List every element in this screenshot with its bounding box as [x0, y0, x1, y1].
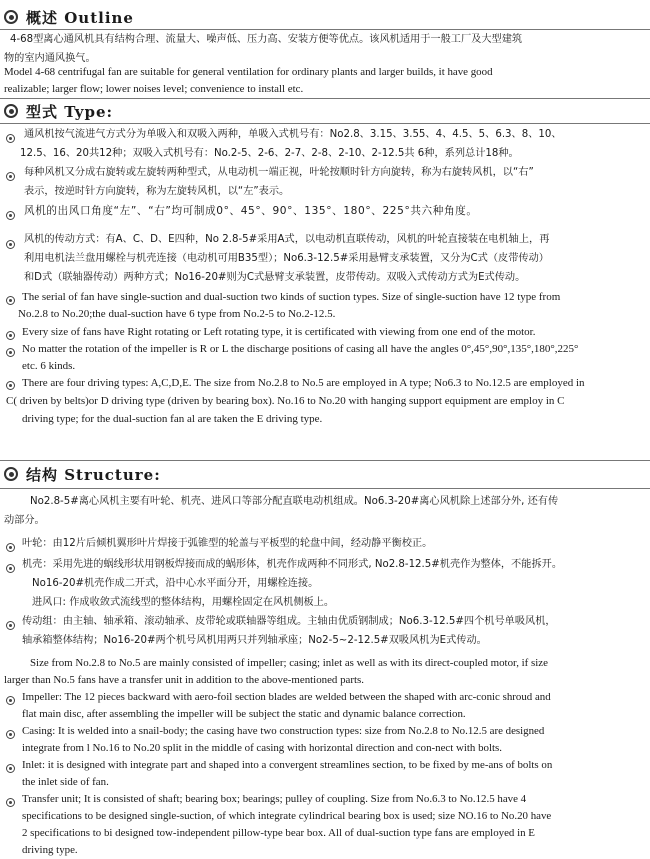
type-title: 型式 Type:	[26, 102, 114, 121]
divider	[0, 98, 650, 99]
type-cn-item	[24, 202, 478, 221]
structure-en-item	[22, 689, 551, 723]
structure-en-line: Inlet: it is designed with integrate part and shaped into a convergent streamlines section, to be fixed by me-ans of bolts on	[22, 759, 553, 771]
section-bullet-icon	[4, 467, 18, 481]
structure-title: 结构 Structure:	[26, 465, 161, 484]
divider	[0, 488, 650, 489]
type-cn-line: 利用电机法兰盘用螺栓与机壳连接（电动机可用B35型）；No6.3-12.5#采用悬臂支承装置，又分为C式（皮带传动）	[24, 253, 549, 264]
type-en-line: No matter the rotation of the impeller is R or L the discharge positions of casing all have the angles 0°,45°,90°,135°,180°,225°	[22, 343, 579, 355]
structure-en-line: driving type.	[22, 844, 78, 856]
type-cn-item	[20, 125, 562, 163]
list-bullet-icon	[6, 134, 15, 143]
list-bullet-icon	[6, 240, 15, 249]
type-en-item	[6, 374, 585, 428]
structure-en-line: Casing: It is welded into a snail-body; the casing have two construction types: size from No.2.8 to No.12.5 are designed	[22, 725, 545, 737]
list-bullet-icon	[6, 621, 15, 630]
outline-title: 概述 Outline	[26, 8, 134, 27]
list-bullet-icon	[6, 564, 15, 573]
list-bullet-icon	[6, 730, 15, 739]
structure-en-intro	[4, 655, 548, 689]
type-cn-line: 每种风机又分成右旋转或左旋转两种型式，从电动机一端正视，叶轮按顺时针方向旋转，称为右旋转风机，以“右”	[24, 167, 534, 178]
type-en-line: There are four driving types: A,C,D,E. The size from No.2.8 to No.5 are employed in A type; No6.3 to No.12.5 are employed in	[22, 377, 585, 389]
structure-en-line: Impeller: The 12 pieces backward with aero-foil section blades are welded between the shaped with arc-conic shroud and	[22, 691, 551, 703]
structure-cn-line: 机壳：采用先进的蜗线形状用钢板焊接而成的蜗形体，机壳作成两种不同形式, No2.8-12.5#机壳作为整体，不能拆开。	[22, 559, 563, 570]
type-en-item	[22, 341, 578, 375]
list-bullet-icon	[6, 172, 15, 181]
structure-en-item	[22, 757, 552, 791]
list-bullet-icon	[6, 543, 15, 552]
structure-en-line: 2 specifications to bi designed tow-independent pillow-type bear box. All of dual-suction type fans are employed in E	[22, 827, 535, 839]
structure-en-line: flat main disc, after assembling the impeller will be subject the static and dynamic balance correction.	[22, 708, 466, 720]
list-bullet-icon	[6, 696, 15, 705]
structure-header	[4, 464, 161, 484]
type-en-line: etc. 6 kinds.	[22, 360, 76, 372]
type-cn-line: 风机的出风口角度“左”、“右”均可制成0°、45°、90°、135°、180°、225°共六种角度。	[24, 205, 478, 217]
outline-cn-line: 物的室内通风换气。	[4, 53, 96, 64]
type-en-item	[18, 289, 561, 323]
outline-cn	[4, 30, 522, 68]
list-bullet-icon	[6, 211, 15, 220]
type-en-line: No.2.8 to No.20;the dual-suction have 6 type from No.2-5 to No.2-12.5.	[18, 308, 336, 320]
structure-cn-line: 进风口: 作成收敛式流线型的整体结构，用螺栓固定在风机侧板上。	[32, 597, 335, 608]
type-cn-line: 和D式（联轴器传动）两种方式；No16-20#则为C式悬臂支承装置，皮带传动。双吸入式传动方式为E式传动。	[24, 272, 526, 283]
type-cn-line: 表示，按逆时针方向旋转，称为左旋转风机，以“左”表示。	[24, 186, 290, 197]
structure-cn-line: 叶轮：由12片后倾机翼形叶片焊接于弧锥型的轮盖与平板型的轮盘中间，经动静平衡校正。	[22, 538, 433, 549]
type-cn-line: 风机的传动方式：有A、C、D、E四种，No 2.8-5#采用A式，以电动机直联传动，风机的叶轮直接装在电机轴上，再	[24, 234, 550, 245]
divider	[0, 123, 650, 124]
outline-cn-line: 4-68型离心通风机具有结构合理、流量大、噪声低、压力高、安装方便等优点。该风机适用于一般工厂及大型建筑	[10, 34, 523, 45]
section-bullet-icon	[4, 104, 18, 118]
structure-en-line: integrate from l No.16 to No.20 split in the middle of casing with horizontal direction and con-nect with bolts.	[22, 742, 502, 754]
structure-en-item	[22, 791, 551, 859]
structure-en-line: specifications to be designed single-suction, of which integrate cylindrical bearing box is used; size NO.16 to No.20 have	[22, 810, 552, 822]
outline-en-line: realizable; larger flow; lower noises level; convenience to install etc.	[4, 83, 304, 95]
structure-cn-intro	[4, 492, 558, 530]
list-bullet-icon	[6, 381, 15, 390]
outline-en	[4, 64, 493, 98]
structure-cn-line: No2.8-5#离心风机主要有叶轮、机壳、进风口等部分配直联电动机组成。No6.3-20#离心风机除上述部分外, 还有传	[30, 496, 559, 507]
structure-cn-line: No16-20#机壳作成二开式，沿中心水平面分开，用螺栓连接。	[32, 578, 319, 589]
section-bullet-icon	[4, 10, 18, 24]
type-header	[4, 101, 113, 121]
structure-cn-item	[22, 612, 556, 650]
type-en-line: C( driven by belts)or D driving type (driven by bearing box). No.16 to No.20 with hanging support equipment are employ in C	[6, 395, 565, 407]
list-bullet-icon	[6, 296, 15, 305]
list-bullet-icon	[6, 331, 15, 340]
structure-en-line: Transfer unit; It is consisted of shaft; bearing box; bearings; pulley of coupling. Size from No.6.3 to No.12.5 have 4	[22, 793, 527, 805]
type-en-item	[22, 324, 536, 341]
structure-en-line: Size from No.2.8 to No.5 are mainly consisted of impeller; casing; inlet as well as with its direct-coupled motor, if size	[30, 657, 548, 669]
structure-cn-line: 传动组：由主轴、轴承箱、滚动轴承、皮带轮或联轴器等组成。主轴由优质钢制成；No6.3-12.5#四个机号单吸风机，	[22, 616, 556, 627]
type-en-line: driving type; for the dual-suction fan al are taken the E driving type.	[22, 413, 323, 425]
outline-en-line: Model 4-68 centrifugal fan are suitable for general ventilation for ordinary plants and larger builds, it have good	[4, 66, 493, 78]
structure-en-line: larger than No.5 fans have a transfer unit in addition to the above-mentioned parts.	[4, 674, 364, 686]
structure-cn-item	[22, 534, 432, 553]
type-cn-line: 12.5、16、20共12种；双吸入式机号有：No.2-5、2-6、2-7、2-8、2-10、2-12.5共 6种，系列总计18种。	[20, 148, 519, 159]
list-bullet-icon	[6, 798, 15, 807]
type-en-line: The serial of fan have single-suction and dual-suction two kinds of suction types. Size of single-suction have 12 type from	[22, 291, 561, 303]
structure-en-item	[22, 723, 544, 757]
type-cn-item	[24, 230, 549, 287]
list-bullet-icon	[6, 348, 15, 357]
structure-en-line: the inlet side of fan.	[22, 776, 109, 788]
structure-cn-item	[22, 555, 562, 612]
structure-cn-line: 轴承箱整体结构；No16-20#两个机号风机用两只并列轴承座；No2-5~2-12.5#双吸风机为E式传动。	[22, 635, 487, 646]
type-en-line: Every size of fans have Right rotating or Left rotating type, it is certificated with viewing from one end of the motor.	[22, 326, 536, 338]
structure-cn-line: 动部分。	[4, 515, 45, 526]
list-bullet-icon	[6, 764, 15, 773]
outline-header	[4, 7, 134, 27]
divider	[0, 460, 650, 461]
type-cn-line: 通风机按气流进气方式分为单吸入和双吸入两种，单吸入式机号有：No2.8、3.15、3.55、4、4.5、5、6.3、8、10、	[24, 129, 562, 140]
type-cn-item	[24, 163, 534, 201]
